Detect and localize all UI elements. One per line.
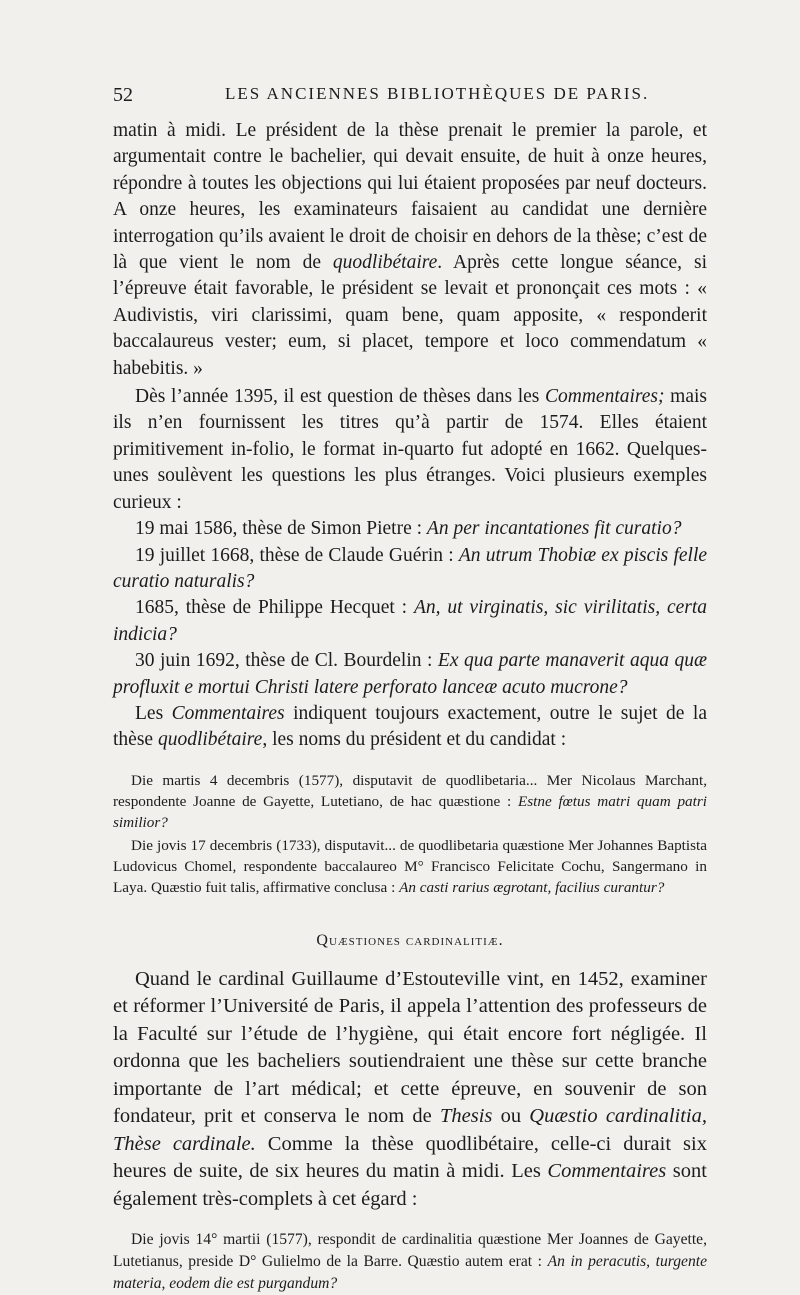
running-title: LES ANCIENNES BIBLIOTHÈQUES DE PARIS. (225, 84, 650, 103)
example-title: An, ut virginatis, sic virilitatis, certa indicia? (113, 597, 708, 645)
quote-text: Die jovis 17 decembris (1733), disputavit... de quodlibetaria quæstione Mer Johannes Baptista Ludovicus Chomel, respondente baccalaureo M° Francisco Felicitate Cochu, Sangermano in Laya. Quæstio fuit talis, affirmative conclusa : (113, 836, 707, 896)
quote-text: Die jovis 14° martii (1577), respondit de cardinalitia quæstione Mer Joannes de Gayette, Lutetianus, preside D° Gulielmo de la Barre. Quæstio autem erat : (113, 1231, 707, 1271)
italic-term: Quæstio cardinalitia, Thèse cardinale. (113, 1105, 707, 1155)
example-thesis (113, 595, 707, 648)
example-thesis (113, 516, 707, 542)
paragraph-commentaires (113, 701, 707, 754)
italic-term: quodlibétaire (157, 729, 263, 751)
italic-term: Thesis (439, 1105, 493, 1128)
paragraph-text: ou (492, 1105, 530, 1128)
paragraph-text: Dès l’année 1395, il est question de thèses dans les (135, 386, 545, 408)
example-title: An utrum Thobiæ ex piscis felle curatio naturalis? (113, 544, 708, 592)
paragraph-text: Quand le cardinal Guillaume d’Estouteville vint, en 1452, examiner et réformer l’Université de Paris, il appela l’attention des professeurs de la Faculté sur l’étude de l’hygiène, qui était encore fort négligée. Il ordonna que les bacheliers soutiendraient une thèse sur cette branche importante de l’art médical; et cette épreuve, en souvenir de son fondateur, prit et conserva le nom de (113, 967, 707, 1128)
paragraph-quodlibetaire (113, 118, 707, 382)
example-text: 1685, thèse de Philippe Hecquet : (135, 597, 414, 619)
example-thesis (113, 543, 707, 596)
example-title: An per incantationes fit curatio? (426, 518, 682, 540)
paragraph-cardinalitia (113, 966, 707, 1214)
quote-text: Die martis 4 decembris (1577), disputavit de quodlibetaria... Mer Nicolaus Marchant, respondente Joanne de Gayette, Lutetiano, de hac quæstione : (113, 771, 707, 810)
quote-question: An in peracutis, turgente materia, eodem die est purgandum? (113, 1253, 708, 1293)
latin-quote (113, 1229, 707, 1295)
page-body (113, 118, 707, 1295)
paragraph-text: mais ils n’en fournissent les titres qu’à partir de 1574. Elles étaient primitivement in-folio, le format in-quarto fut adopté en 1662. Quelques-unes soulèvent les questions les plus étranges. Voici plusieurs exemples curieux : (113, 386, 707, 513)
latin-quote (113, 770, 707, 833)
example-text: 30 juin 1692, thèse de Cl. Bourdelin : (135, 650, 438, 672)
page-number: 52 (113, 84, 133, 106)
italic-term: Commentaires (171, 702, 285, 724)
page-header (113, 82, 713, 112)
example-text: 19 mai 1586, thèse de Simon Pietre : (135, 518, 427, 540)
quote-question: An casti rarius ægrotant, facilius curantur? (399, 878, 665, 896)
example-thesis (113, 648, 707, 701)
latin-quote (113, 835, 707, 898)
paragraph-theses-history (113, 384, 707, 516)
section-title: Quæstiones cardinalitiæ. (316, 931, 504, 949)
italic-term: quodlibétaire (332, 252, 438, 274)
paragraph-text: , les noms du président et du candidat : (262, 729, 567, 751)
paragraph-text: Comme la thèse quodlibétaire, celle-ci durait six heures de suite, de six heures du matin à midi. Les (113, 1132, 707, 1183)
example-title: Ex qua parte manaverit aqua quæ profluxit e mortui Christi latere perforato lanceæ acuto mucrone? (113, 650, 707, 698)
quote-question: Estne fœtus matri quam patri similior? (113, 792, 707, 831)
paragraph-text: matin à midi. Le président de la thèse prenait le premier la parole, et argumentait contre le bachelier, qui devait ensuite, de huit à onze heures, répondre à toutes les objections qui lui étaient proposées par neuf docteurs. A onze heures, les examinateurs faisaient au candidat une dernière interrogation qu’ils avaient le droit de choisir en dehors de la thèse; c’est de là que vient le nom de (113, 120, 707, 274)
paragraph-text: indiquent toujours exactement, outre le sujet de la thèse (113, 702, 707, 751)
example-text: 19 juillet 1668, thèse de Claude Guérin : (135, 544, 459, 566)
italic-term: Commentaires; (545, 386, 665, 408)
italic-term: Commentaires (547, 1160, 667, 1183)
paragraph-text: Les (135, 702, 172, 724)
paragraph-text: sont également très-complets à cet égard : (113, 1160, 707, 1210)
paragraph-text: . Après cette longue séance, si l’épreuve était favorable, le président se levait et prononçait ces mots : « Audivistis, viri clarissimi, quam bene, quam apposite, « responderit baccalaureus vester; eum, si placet, tempore et loco commendatum « habebitis. » (113, 252, 707, 379)
